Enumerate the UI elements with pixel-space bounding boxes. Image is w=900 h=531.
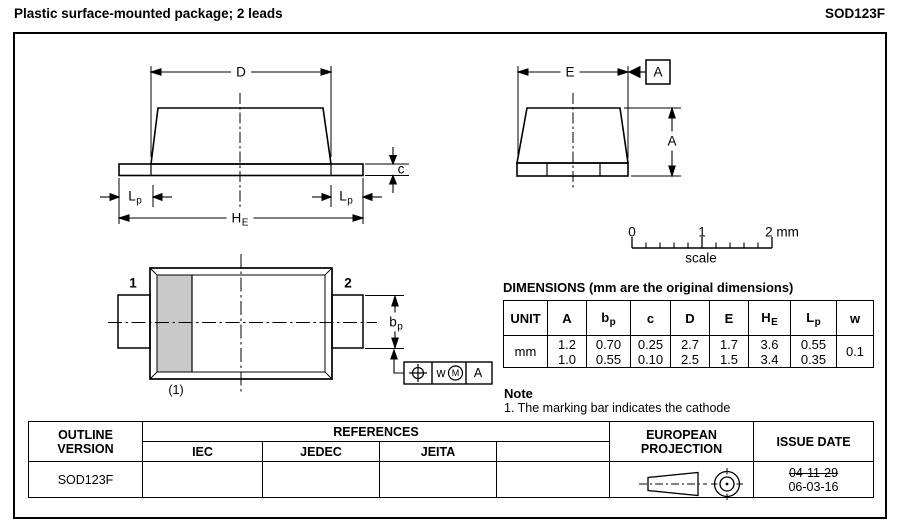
col-header-w: w [837,301,874,336]
dim-d-label: D [231,65,251,80]
cell-d: 2.7 2.5 [671,336,710,368]
european-projection-header: EUROPEAN PROJECTION [610,422,754,462]
cell-unit: mm [504,336,548,368]
col-header-unit: UNIT [504,301,548,336]
col-header-e: E [710,301,749,336]
dim-lp-left-label: $L_p$ [128,188,142,207]
dimensions-table [503,300,874,368]
cell-he: 3.6 3.4 [749,336,791,368]
issue-date-header: ISSUE DATE [754,422,874,462]
dim-e-label: E [560,65,579,80]
tolerance-value-label: w [436,365,446,380]
scale-tick-1: 1 [698,224,706,240]
footer-reference-table [28,421,874,498]
extra-reference-header [497,442,610,462]
col-header-lp: $L_p$ [791,301,837,336]
maximum-material-modifier-label: M [451,368,460,378]
iec-header: IEC [143,442,263,462]
cell-w: 0.1 [837,336,874,368]
iec-value [143,462,263,498]
col-header-d: D [671,301,710,336]
datum-a-label: A [653,64,663,80]
lead-1 [118,295,150,348]
jedec-value [263,462,380,498]
pin-1-label: 1 [129,275,137,291]
jeita-header: JEITA [380,442,497,462]
cell-c: 0.25 0.10 [631,336,671,368]
cell-e: 1.7 1.5 [710,336,749,368]
jeita-value [380,462,497,498]
scale-tick-2: 2 mm [765,224,799,240]
scale-caption: scale [685,250,717,266]
cell-bp: 0.70 0.55 [587,336,631,368]
col-header-c: c [631,301,671,336]
references-header: REFERENCES [143,422,610,442]
cell-lp: 0.55 0.35 [791,336,837,368]
issue-date-old: 04-11-29 [788,465,839,480]
page-title: Plastic surface-mounted package; 2 leads [14,6,283,21]
dimensions-table-title: DIMENSIONS (mm are the original dimensions) [503,280,794,295]
side-view-drawing [100,66,409,224]
dim-bp-label: $b_p$ [385,313,407,332]
dim-lp-right-label: $L_p$ [339,188,353,207]
outline-version-header: OUTLINE VERSION [29,422,143,462]
tolerance-datum-label: A [473,365,483,380]
dim-a-label: A [663,132,680,151]
col-header-a: A [548,301,587,336]
dim-c-label: c [397,161,405,177]
package-code: SOD123F [824,6,885,21]
european-projection-cell [610,462,754,498]
issue-date-cell [754,462,874,498]
col-header-bp: $b_p$ [587,301,631,336]
lead-2 [332,295,363,348]
pin-2-label: 2 [344,275,352,291]
outline-version-value: SOD123F [29,462,143,498]
dim-he-label: $H_E$ [227,211,254,226]
extra-reference-value [497,462,610,498]
cell-a: 1.2 1.0 [548,336,587,368]
col-header-he: $H_E$ [749,301,791,336]
position-tolerance-icon [409,364,427,382]
top-view-drawing [108,254,492,394]
note-item-1: 1. The marking bar indicates the cathode [504,401,731,415]
jedec-header: JEDEC [263,442,380,462]
issue-date-new: 06-03-16 [788,479,839,494]
scale-tick-0: 0 [628,224,636,240]
marking-bar [158,276,193,373]
note-title: Note [504,386,533,401]
marking-note-ref: (1) [168,383,184,397]
